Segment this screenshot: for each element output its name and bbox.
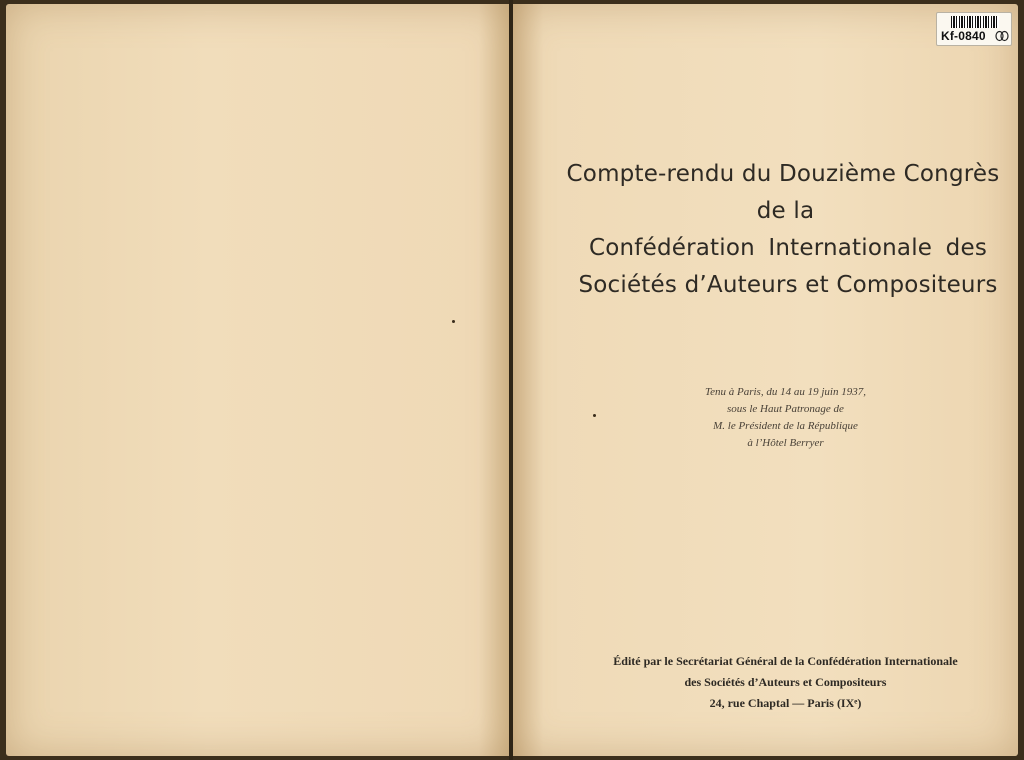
details-line: M. le Président de la République xyxy=(713,420,858,432)
details-line: à l’Hôtel Berryer xyxy=(747,437,824,449)
shelfmark: Kf-0840 xyxy=(941,29,986,43)
title-line: Sociétés d’Auteurs et Compositeurs xyxy=(578,272,998,298)
title-line: Compte-rendu du Douzième Congrès xyxy=(566,161,1000,187)
catalog-label xyxy=(936,12,1012,46)
imprint-line: Édité par le Secrétariat Général de la Confédération Internationale xyxy=(613,654,958,668)
barcode xyxy=(951,16,999,28)
title-page xyxy=(513,4,1018,756)
loop-icon xyxy=(995,30,1009,42)
title-line: de la xyxy=(756,198,815,224)
imprint-line: 24, rue Chaptal — Paris (IXᵉ) xyxy=(709,696,862,710)
details-line: Tenu à Paris, du 14 au 19 juin 1937, xyxy=(705,386,866,398)
ink-speck xyxy=(452,320,455,323)
title-line: Confédération Internationale des xyxy=(588,235,987,261)
left-blank-page xyxy=(6,4,509,756)
details-line: sous le Haut Patronage de xyxy=(727,403,844,415)
imprint-line: des Sociétés d’Auteurs et Compositeurs xyxy=(684,675,887,689)
book-title xyxy=(513,156,1018,304)
publisher-imprint xyxy=(513,651,1018,714)
congress-details xyxy=(513,384,1018,452)
